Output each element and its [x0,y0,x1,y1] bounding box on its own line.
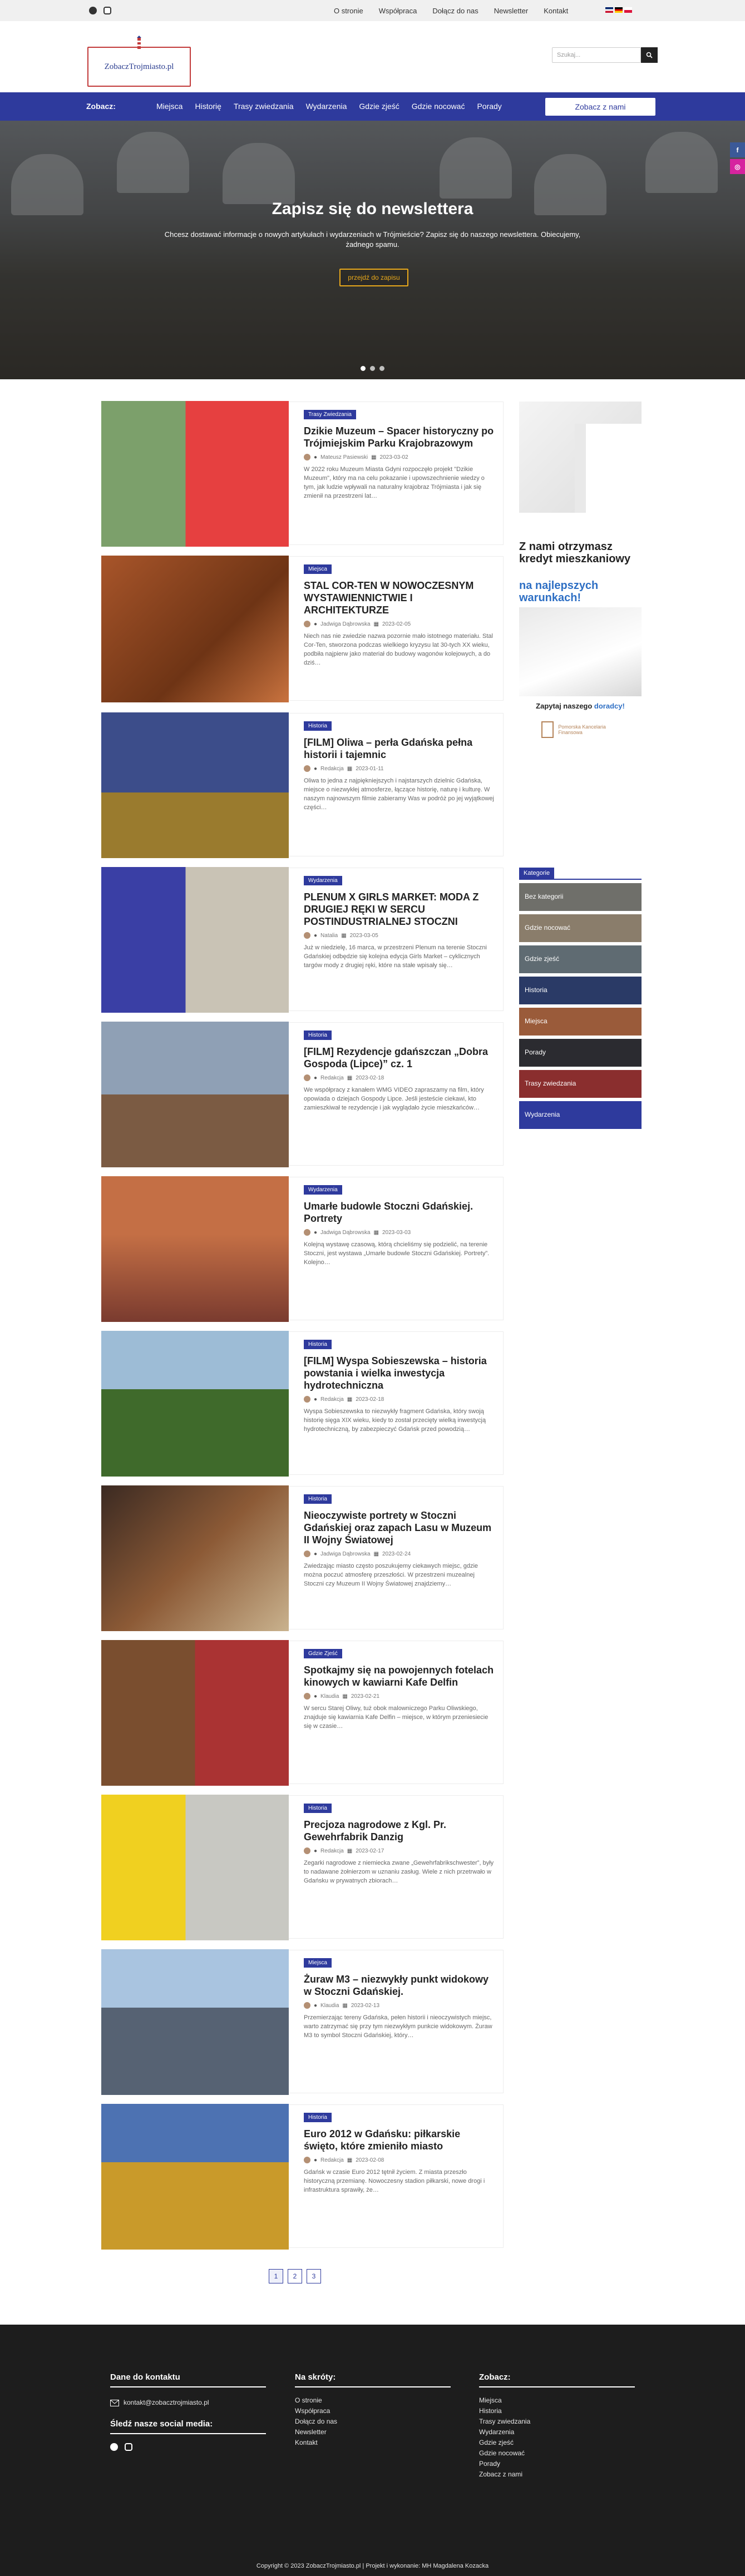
footer-see [479,2372,635,2480]
category-item[interactable]: Wydarzenia [519,1101,642,1129]
post-thumbnail[interactable] [101,1022,289,1167]
main-content [0,379,745,2325]
post-category-badge[interactable]: Historia [304,1340,332,1349]
author-avatar [304,454,310,460]
post-author[interactable]: Jadwiga Dąbrowska [320,1550,371,1557]
post-date: 2023-02-24 [382,1550,411,1557]
category-item[interactable]: Bez kategorii [519,883,642,911]
instagram-icon[interactable] [125,2443,132,2451]
category-item[interactable]: Porady [519,1039,642,1067]
post-date: 2023-02-18 [356,1074,384,1081]
calendar-icon: ▦ [341,932,347,939]
ad-cta: Zapytaj naszego doradcy! [536,702,625,710]
post-category-badge[interactable]: Historia [304,721,332,731]
search-icon [646,52,653,58]
post-excerpt: Oliwa to jedna z najpiękniejszych i najstarszych dzielnic Gdańska, miejsce o niezwykłej atmosferze, łączące historię, naturę i kulturę. W naszym najnowszym filmie zabieramy Was w podróż po jej wyjątkowej części… [304,777,494,811]
post-title[interactable]: [FILM] Rezydencje gdańszczan „Dobra Gospoda (Lipce)” cz. 1 [304,1046,489,1069]
flag-de-icon[interactable] [615,7,623,13]
post-excerpt: Niech nas nie zwiedzie nazwa pozornie mało istotnego materiału. Stal Cor-Ten, stworzona podczas wielkiego kryzysu lat 30-tych XX wieku, podbiła najpierw jako materiał do budowy wagonów kolejowych, a do dziś… [304,633,493,666]
copyright: Copyright © 2023 ZobaczTrojmiasto.pl | Projekt i wykonanie: MH Magdalena Kozacka [256,2563,489,2569]
user-icon: ● [314,454,318,460]
footer-link[interactable]: Miejsca [479,2396,502,2404]
main-nav-label: Zobacz: [86,102,116,111]
post-date: 2023-03-05 [349,932,378,939]
author-avatar [304,621,310,627]
post-card[interactable] [102,1795,504,1939]
footer-link[interactable]: Porady [479,2460,501,2468]
post-author[interactable]: Redakcja [320,1847,344,1854]
footer-link[interactable]: Współpraca [295,2407,330,2415]
post-meta [304,454,496,460]
author-avatar [304,2002,310,2009]
post-meta [304,621,496,627]
calendar-icon: ▦ [347,765,353,772]
calendar-icon: ▦ [347,1074,353,1081]
post-meta [304,932,496,939]
user-icon: ● [314,2002,318,2009]
footer-link[interactable]: O stronie [295,2396,322,2404]
post-meta [304,1229,496,1236]
main-nav-wydarzenia[interactable]: Wydarzenia [305,102,347,111]
calendar-icon: ▦ [347,1396,353,1403]
top-nav [334,7,568,15]
post-category-badge[interactable]: Trasy Zwiedzania [304,410,356,419]
top-nav-newsletter[interactable]: Newsletter [494,7,529,15]
post-excerpt: We współpracy z kanałem WMG VIDEO zapraszamy na film, który opowiada o dziejach Gospody Lipce. Jeśli jesteście ciekawi, kto zamieszkiwał te rezydencje i jak wyglądało życie mieszkańców… [304,1087,484,1111]
author-avatar [304,1229,310,1236]
footer-contact-title: Dane do kontaktu [110,2372,266,2387]
post-meta [304,2002,496,2009]
post-category-badge[interactable]: Wydarzenia [304,1185,342,1195]
post-excerpt: W sercu Starej Oliwy, tuż obok malowniczego Parku Oliwskiego, znajduje się kawiarnia Kafe Delfin – miejsce, w którym przeniesiecie się w czasie… [304,1705,489,1730]
footer-link[interactable]: Zobacz z nami [479,2470,523,2478]
categories-widget [519,868,642,1129]
site-header [0,21,745,92]
site-footer [0,2325,745,2576]
post-title[interactable]: Spotkajmy się na powojennych fotelach kinowych w kawiarni Kafe Delfin [304,1665,494,1688]
footer-social-title: Śledź nasze social media: [110,2419,266,2434]
top-nav-o-stronie[interactable]: O stronie [334,7,363,15]
user-icon: ● [314,1229,318,1236]
main-nav-historie[interactable]: Historię [195,102,221,111]
footer-link[interactable]: Kontakt [295,2439,318,2446]
post-thumbnail[interactable] [101,1640,289,1786]
post-excerpt: Gdańsk w czasie Euro 2012 tętnił życiem. Z miasta przeszło historyczną przemianę. Nowoczesny stadion piłkarski, nowe drogi i infrastruktura sprawiły, że… [304,2169,485,2193]
facebook-icon[interactable] [89,7,97,14]
newsletter-hero [0,121,745,379]
post-meta [304,2157,496,2163]
post-date: 2023-03-02 [379,454,408,460]
post-category-badge[interactable]: Historia [304,1804,332,1813]
post-excerpt: Wyspa Sobieszewska to niezwykły fragment Gdańska, który swoją historię sięga XIX wieku, kiedy to został przecięty wielką inwestycją hydrotechniczną, by zabezpieczyć Gdańsk przed powodzią… [304,1408,486,1433]
post-card[interactable] [102,1950,504,2093]
post-date: 2023-02-08 [356,2157,384,2163]
post-card[interactable] [102,1331,504,1475]
post-date: 2023-02-18 [356,1396,384,1403]
categories-title: Kategorie [519,868,554,879]
envelope-icon [110,2400,119,2406]
post-card[interactable] [102,1177,504,1320]
footer-shortcuts-title: Na skróty: [295,2372,451,2387]
site-logo[interactable] [87,47,191,87]
user-icon: ● [314,1074,318,1081]
calendar-icon: ▦ [347,2157,353,2163]
top-nav-wspolpraca[interactable]: Współpraca [378,7,417,15]
author-avatar [304,765,310,772]
post-date: 2023-02-05 [382,621,411,627]
post-meta [304,1396,496,1403]
author-avatar [304,1074,310,1081]
post-category-badge[interactable]: Historia [304,1494,332,1504]
page-3[interactable]: 3 [307,2269,321,2283]
ad-brand: Pomorska Kancelaria Finansowa [541,719,619,741]
author-avatar [304,1847,310,1854]
post-thumbnail[interactable] [101,1949,289,2095]
pkf-logo-icon [541,721,554,738]
post-card[interactable] [102,402,504,545]
post-author[interactable]: Mateusz Pasiewski [320,454,368,460]
user-icon: ● [314,621,318,627]
page-2[interactable]: 2 [288,2269,302,2283]
post-author[interactable]: Redakcja [320,2157,344,2163]
user-icon: ● [314,1847,318,1854]
post-date: 2023-02-21 [351,1693,380,1700]
user-icon: ● [314,765,318,772]
hero-title: Zapisz się do newslettera [272,200,473,218]
hero-text: Chcesz dostawać informacje o nowych artykułach i wydarzeniach w Trójmieście? Zapisz się do naszego newslettera. Obiecujemy, żadnego spamu. [164,230,581,249]
post-meta [304,1693,496,1700]
post-date: 2023-01-11 [356,765,384,772]
post-author[interactable]: Jadwiga Dąbrowska [320,1229,371,1236]
footer-link[interactable]: Trasy zwiedzania [479,2418,531,2425]
author-avatar [304,1693,310,1700]
footer-email-link[interactable]: kontakt@zobacztrojmiasto.pl [124,2399,209,2406]
footer-contact [110,2372,266,2451]
user-icon: ● [314,1550,318,1557]
category-item[interactable]: Trasy zwiedzania [519,1070,642,1098]
user-icon: ● [314,2157,318,2163]
main-nav [0,92,745,121]
post-category-badge[interactable]: Historia [304,2113,332,2122]
post-title[interactable]: Nieoczywiste portrety w Stoczni Gdańskiej oraz zapach Lasu w Muzeum II Wojny Światowej [304,1510,492,1545]
user-icon: ● [314,1396,318,1403]
post-excerpt: Przemierzając tereny Gdańska, pełen historii i nieoczywistych miejsc, warto zatrzymać się przy tym niezwykłym punkcie widokowym. Żuraw M3 to symbol Stoczni Gdańskiej, który… [304,2014,492,2039]
calendar-icon: ▦ [347,1847,353,1854]
post-thumbnail[interactable] [101,867,289,1013]
flag-pl-icon[interactable] [624,7,632,13]
footer-link[interactable]: Dołącz do nas [295,2418,338,2425]
user-icon: ● [314,932,318,939]
author-avatar [304,1550,310,1557]
slider-dots [361,366,384,371]
ad-headline: Z nami otrzymasz kredyt mieszkaniowy [519,541,631,565]
pagination [269,2269,321,2283]
post-thumbnail[interactable] [101,2104,289,2250]
post-author[interactable]: Redakcja [320,1396,344,1403]
post-date: 2023-03-03 [382,1229,411,1236]
post-meta [304,1550,496,1557]
post-excerpt: Już w niedzielę, 16 marca, w przestrzeni Plenum na terenie Stoczni Gdańskiej odbędzie się kolejna edycja Girls Market – cyklicznych targów mody z drugiej ręki, które na stałe wpisały się… [304,944,487,969]
category-item[interactable]: Miejsca [519,1008,642,1036]
post-thumbnail[interactable] [101,401,289,547]
post-meta [304,765,496,772]
ad-subheadline: na najlepszych warunkach! [519,579,599,604]
main-nav-gdzie-zjesc[interactable]: Gdzie zjeść [359,102,399,111]
post-excerpt: Zegarki nagrodowe z niemiecka zwane „Gewehrfabrikschwester”, były to nadawane żołnierzom w uznaniu zasług. Wiele z nich przetrwało w Gdańsku w prywatnych zbiorach… [304,1860,494,1884]
footer-link[interactable]: Historia [479,2407,502,2415]
post-title[interactable]: Precjoza nagrodowe z Kgl. Pr. Gewehrfabrik Danzig [304,1819,447,1842]
footer-shortcuts [295,2372,451,2448]
post-title[interactable]: STAL COR-TEN W NOWOCZESNYM WYSTAWIENNICTWIE I ARCHITEKTURZE [304,580,474,616]
post-author[interactable]: Klaudia [320,2002,339,2009]
post-thumbnail[interactable] [101,1485,289,1631]
logo-text: ZobaczTrojmiasto.pl [104,62,174,71]
category-item[interactable]: Gdzie zjeść [519,945,642,973]
post-card[interactable] [102,556,504,701]
post-card[interactable] [102,1486,504,1629]
post-thumbnail[interactable] [101,712,289,858]
post-author[interactable]: Redakcja [320,765,344,772]
calendar-icon: ▦ [342,2002,348,2009]
post-thumbnail[interactable] [101,556,289,702]
post-card[interactable] [102,713,504,856]
instagram-icon[interactable] [103,7,111,14]
author-avatar [304,1396,310,1403]
post-category-badge[interactable]: Historia [304,1031,332,1040]
post-thumbnail[interactable] [101,1331,289,1477]
user-icon: ● [314,1693,318,1700]
instagram-icon[interactable]: ◎ [730,159,745,174]
post-category-badge[interactable]: Wydarzenia [304,876,342,885]
main-nav-trasy[interactable]: Trasy zwiedzania [233,102,294,111]
footer-see-title: Zobacz: [479,2372,635,2387]
page-1[interactable]: 1 [269,2269,283,2283]
author-avatar [304,2157,310,2163]
post-title[interactable]: Euro 2012 w Gdańsku: piłkarskie święto, które zmieniło miasto [304,2128,461,2152]
main-nav-gdzie-nocowac[interactable]: Gdzie nocować [411,102,465,111]
slider-dot[interactable] [379,366,384,371]
top-nav-kontakt[interactable]: Kontakt [544,7,569,15]
post-excerpt: W 2022 roku Muzeum Miasta Gdyni rozpoczęło projekt "Dzikie Muzeum", który ma na celu pokazanie i upowszechnienie wiedzy o tym, jak ludzie wpływali na naturalny krajobraz Trójmiasta i jak się zmienił na przestrzeni lat… [304,466,485,499]
main-nav-miejsca[interactable]: Miejsca [156,102,183,111]
post-card[interactable] [102,868,504,1011]
post-title[interactable]: [FILM] Wyspa Sobieszewska – historia powstania i wielka inwestycja hydrotechniczna [304,1355,487,1391]
post-title[interactable]: Żuraw M3 – niezwykły punkt widokowy w Stoczni Gdańskiej. [304,1974,489,1997]
calendar-icon: ▦ [373,1229,379,1236]
footer-link[interactable]: Newsletter [295,2428,327,2436]
footer-link[interactable]: Gdzie zjeść [479,2439,514,2446]
language-switcher [605,7,632,13]
slider-dot[interactable] [370,366,375,371]
search-input[interactable]: Szukaj... [552,47,641,63]
post-author[interactable]: Jadwiga Dąbrowska [320,621,371,627]
post-thumbnail[interactable] [101,1795,289,1940]
post-excerpt: Zwiedzając miasto często poszukujemy ciekawych miejsc, gdzie można poczuć atmosferę przeszłości. W przestrzeni muzealnej Stoczni czy Muzeum II Wojny Światowej znajdziemy… [304,1563,478,1587]
search-button[interactable] [641,47,658,63]
post-card[interactable] [102,1022,504,1166]
topbar [0,0,745,21]
newsletter-signup-button[interactable]: przejdź do zapisu [339,269,408,286]
see-with-us-button[interactable]: Zobacz z nami [545,98,655,116]
post-author[interactable]: Klaudia [320,1693,339,1700]
post-title[interactable]: Umarłe budowle Stoczni Gdańskiej. Portrety [304,1201,473,1224]
main-nav-porady[interactable]: Porady [477,102,502,111]
calendar-icon: ▦ [342,1693,348,1700]
post-title[interactable]: PLENUM X GIRLS MARKET: MODA Z DRUGIEJ RĘKI W SERCU POSTINDUSTRIALNEJ STOCZNI [304,891,479,927]
post-title[interactable]: Dzikie Muzeum – Spacer historyczny po Trójmiejskim Parku Krajobrazowym [304,425,494,449]
calendar-icon: ▦ [373,621,379,627]
top-nav-dolacz[interactable]: Dołącz do nas [432,7,478,15]
topbar-social [89,7,111,14]
post-meta [304,1847,496,1854]
post-category-badge[interactable]: Miejsca [304,564,332,574]
post-date: 2023-02-13 [351,2002,380,2009]
post-meta [304,1074,496,1081]
post-category-badge[interactable]: Gdzie Zjeść [304,1649,342,1658]
floating-social [730,142,745,174]
post-author[interactable]: Natalia [320,932,338,939]
facebook-icon[interactable]: f [730,142,745,157]
sidebar-ad[interactable] [519,402,642,735]
slider-dot[interactable] [361,366,366,371]
author-avatar [304,932,310,939]
post-title[interactable]: [FILM] Oliwa – perła Gdańska pełna historii i tajemnic [304,737,473,760]
footer-link[interactable]: Gdzie nocować [479,2449,525,2457]
post-category-badge[interactable]: Miejsca [304,1958,332,1968]
post-card[interactable] [102,1641,504,1784]
post-excerpt: Kolejną wystawę czasową, którą chcieliśmy się podzielić, na terenie Stoczni, jest wystawa „Umarłe budowle Stoczni Gdańskiej. Portrety”. Kolejno… [304,1241,490,1266]
post-author[interactable]: Redakcja [320,1074,344,1081]
category-item[interactable]: Historia [519,977,642,1004]
footer-link[interactable]: Wydarzenia [479,2428,515,2436]
post-card[interactable] [102,2104,504,2248]
post-thumbnail[interactable] [101,1176,289,1322]
calendar-icon: ▦ [373,1550,379,1557]
post-date: 2023-02-17 [356,1847,384,1854]
lighthouse-icon [133,36,145,50]
facebook-icon[interactable] [110,2443,118,2451]
calendar-icon: ▦ [371,454,377,460]
flag-uk-icon[interactable] [605,7,613,13]
category-item[interactable]: Gdzie nocować [519,914,642,942]
